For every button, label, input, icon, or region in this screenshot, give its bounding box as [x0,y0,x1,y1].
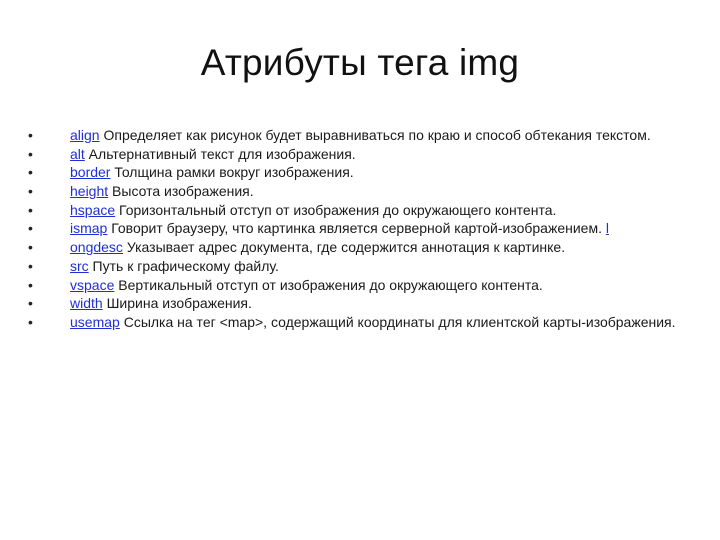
attr-link-align[interactable]: align [70,127,100,143]
attr-link-border[interactable]: border [70,164,111,181]
bullet-icon: • [28,220,33,237]
bullet-icon: • [28,201,33,218]
bullet-icon: • [28,313,33,330]
attr-desc: Вертикальный отступ от изображения до окружающего контента. [114,276,543,293]
list-item [26,259,686,275]
bullet-icon: • [28,239,33,256]
list-item [26,221,686,237]
attr-link-ismap[interactable]: ismap [70,220,108,237]
attr-link-ongdesc[interactable]: ongdesc [70,239,123,256]
bullet-icon: • [28,164,33,181]
bullet-icon: • [28,276,33,293]
bullet-icon: • [28,183,33,200]
bullet-icon: • [28,145,33,162]
list-item [26,165,686,181]
attr-link-height[interactable]: height [70,183,109,200]
attr-desc: Определяет как рисунок будет выравниваться по краю и способ обтекания текстом. [99,127,651,143]
attr-desc: Говорит браузеру, что картинка является серверной картой-изображением. [107,220,606,237]
attr-link-hspace[interactable]: hspace [70,201,116,218]
attr-desc: Горизонтальный отступ от изображения до окружающего контента. [115,201,557,218]
list-item [26,278,686,294]
attr-link-usemap[interactable]: usemap [70,313,120,330]
list-item [26,147,686,163]
attr-link-vspace[interactable]: vspace [70,276,115,293]
list-item [26,240,686,256]
attr-desc: Указывает адрес документа, где содержится аннотация к картинке. [122,239,566,256]
attribute-list [26,128,686,334]
list-item [26,203,686,219]
list-item [26,184,686,200]
attr-link-width[interactable]: width [70,295,103,312]
list-item [26,315,686,331]
bullet-icon: • [28,127,33,143]
bullet-icon: • [28,257,33,274]
attr-desc: Толщина рамки вокруг изображения. [110,164,354,181]
bullet-icon: • [28,295,33,312]
attr-desc: Ссылка на тег <map>, содержащий координаты для клиентской карты-изображения. [119,313,676,330]
attr-desc: Ширина изображения. [102,295,252,312]
attr-link-alt[interactable]: alt [70,145,85,162]
attr-link-src[interactable]: src [70,257,89,274]
slide-title: Атрибуты тега img [200,42,520,83]
attr-desc: Путь к графическому файлу. [88,257,279,274]
list-item [26,128,686,144]
list-item [26,296,686,312]
ismap-trailing-link[interactable]: l [605,220,609,237]
attr-desc: Высота изображения. [108,183,254,200]
attr-desc: Альтернативный текст для изображения. [84,145,356,162]
